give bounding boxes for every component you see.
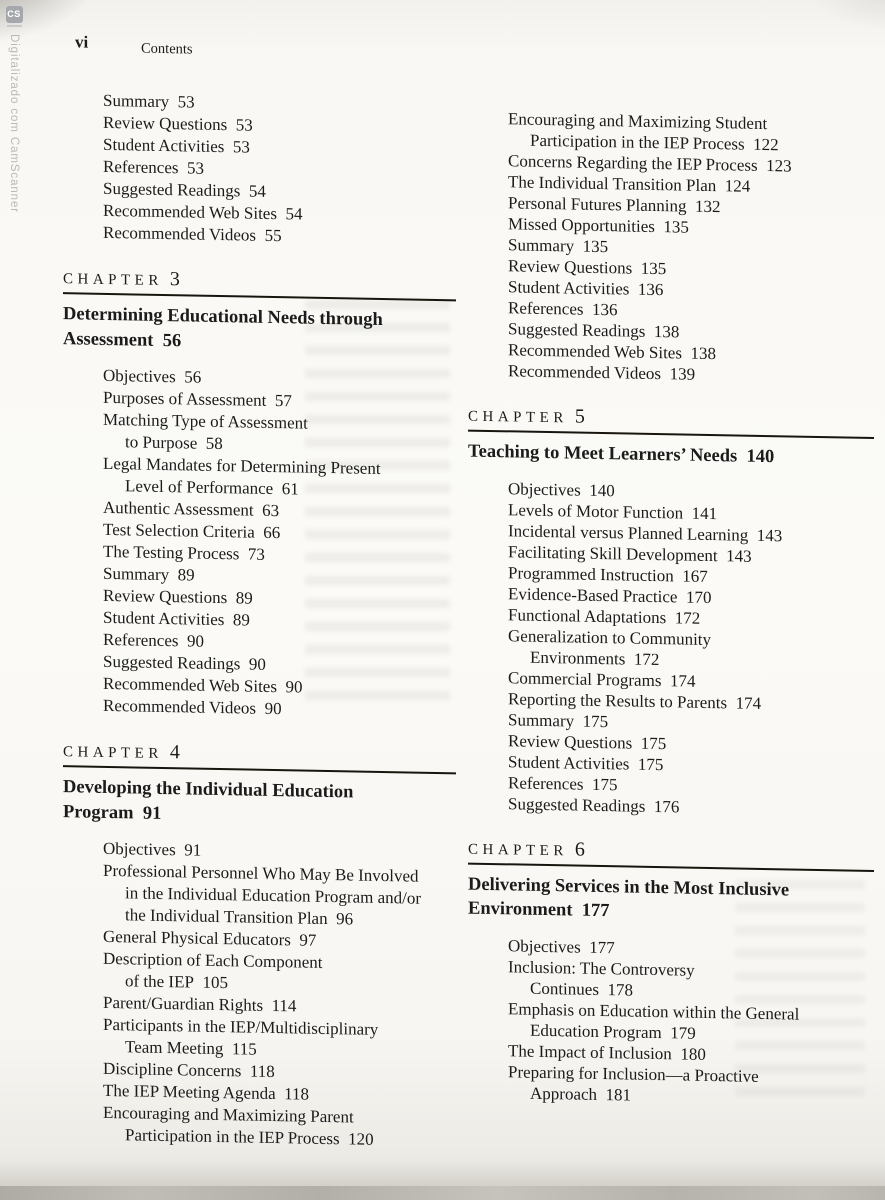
toc-entry-text: Purposes of Assessment	[103, 387, 267, 410]
chapter-number: 5	[574, 405, 585, 428]
toc-page-number: 175	[592, 774, 618, 794]
toc-entry-text: Participation in the IEP Process	[530, 130, 745, 154]
toc-page-number: 132	[695, 196, 721, 217]
toc-page-number: 178	[607, 979, 633, 1000]
chapter-title-text: Environment	[468, 898, 573, 921]
toc-entry-text: References	[508, 298, 584, 319]
toc-entry-group	[63, 89, 456, 250]
chapter-title-line	[468, 440, 874, 472]
toc-page-number: 90	[248, 654, 266, 674]
toc-entry-text: References	[103, 629, 179, 651]
toc-page-number: 53	[235, 115, 253, 135]
toc-entry	[508, 108, 874, 157]
toc-page-number: 90	[264, 698, 282, 719]
chapter-heading	[63, 266, 456, 301]
toc-page-number: 73	[247, 544, 265, 564]
toc-entry	[103, 948, 456, 998]
toc-page-number: 180	[680, 1043, 706, 1064]
toc-entry-text: Summary	[103, 563, 170, 585]
toc-entry-text: Discipline Concerns	[103, 1058, 242, 1081]
toc-entry-text: Objectives	[103, 838, 176, 860]
toc-page-number: 174	[669, 670, 696, 691]
toc-entry-group	[468, 108, 874, 388]
toc-page-number: 66	[263, 522, 281, 543]
chapter-title-text: Developing the Individual Education	[63, 777, 354, 803]
toc-page-number: 175	[640, 733, 667, 753]
toc-entry-text: Evidence-Based Practice	[508, 583, 678, 606]
toc-entry-text: Concerns Regarding the IEP Process	[508, 151, 758, 175]
toc-page-number: 58	[205, 433, 223, 454]
toc-entry-text: Professional Personnel Who May Be Involved	[103, 860, 419, 886]
toc-page-number: 61	[281, 479, 299, 499]
toc-entry-text: Objectives	[508, 935, 581, 957]
toc-page-number: 174	[735, 692, 762, 713]
toc-entry-text: Missed Opportunities	[508, 214, 655, 237]
toc-entry-text: Personal Futures Planning	[508, 193, 687, 216]
toc-entry-text: The IEP Meeting Agenda	[103, 1080, 276, 1104]
toc-page-number: 90	[187, 631, 205, 651]
toc-page-number: 141	[691, 503, 718, 523]
toc-page-number: 53	[187, 158, 205, 178]
toc-entry-text: Reporting the Results to Parents	[508, 688, 728, 712]
toc-page-number: 170	[685, 587, 712, 607]
toc-entry-text: the Individual Transition Plan	[125, 905, 328, 929]
toc-entry-text: Encouraging and Maximizing Student	[508, 109, 768, 134]
toc-entry-text: Recommended Web Sites	[103, 673, 277, 697]
toc-entry-text: Recommended Web Sites	[103, 200, 277, 224]
chapter-section	[468, 404, 874, 821]
chapter-number: 3	[169, 268, 180, 291]
toc-entry-text: Review Questions	[508, 256, 633, 278]
toc-entry-group	[468, 477, 874, 820]
toc-entry-text: Recommended Videos	[103, 222, 257, 245]
toc-entry-text: to Purpose	[125, 432, 198, 453]
chapter-title	[63, 302, 456, 358]
toc-page-number: 179	[670, 1022, 696, 1043]
chapter-label: CHAPTER	[63, 744, 163, 762]
toc-entry-text: Recommended Web Sites	[508, 340, 682, 363]
watermark-text: Digitalizado com CamScanner	[8, 34, 20, 213]
chapter-heading	[468, 404, 874, 439]
chapter-title-text: Determining Educational Needs through	[63, 304, 383, 331]
toc-page-number: 139	[669, 364, 696, 384]
toc-entry-text: The Testing Process	[103, 541, 240, 564]
toc-page-number: 53	[232, 137, 250, 157]
toc-entry-group	[63, 837, 456, 1152]
toc-page-number: 89	[232, 610, 250, 630]
chapter-page-number: 91	[142, 803, 162, 824]
toc-entry-text: in the Individual Education Program and/or	[125, 883, 422, 908]
toc-page-number: 138	[690, 343, 716, 364]
toc-entry-text: Suggested Readings	[508, 319, 646, 341]
chapter-title-text: Program	[63, 801, 134, 823]
chapter-label: CHAPTER	[468, 841, 568, 859]
toc-page-number: 118	[249, 1061, 275, 1082]
toc-entry-text: Summary	[508, 709, 575, 731]
toc-entry-text: Objectives	[103, 365, 176, 387]
toc-entry-text: Student Activities	[508, 277, 630, 299]
toc-page-number: 140	[589, 480, 615, 500]
toc-page-number: 54	[248, 181, 266, 201]
toc-entry-text: Review Questions	[103, 112, 228, 135]
toc-entry-text: Summary	[508, 235, 575, 256]
page-number: vi	[75, 32, 89, 52]
chapter-title-text: Teaching to Meet Learners’ Needs	[468, 441, 738, 467]
toc-page-number: 114	[271, 995, 297, 1016]
toc-page-number: 123	[766, 156, 792, 176]
chapter-page-number: 140	[746, 446, 775, 468]
toc-entry-text: Generalization to Community	[508, 625, 712, 649]
toc-page-number: 57	[274, 391, 292, 411]
toc-entry-text: Level of Performance	[125, 476, 274, 499]
toc-entry-text: Education Program	[530, 1020, 662, 1042]
toc-entry-text: References	[508, 772, 584, 794]
toc-entry-text: Emphasis on Education within the General	[508, 998, 800, 1024]
chapter-section	[63, 739, 456, 1152]
toc-entry	[103, 409, 456, 459]
toc-entry-text: The Impact of Inclusion	[508, 1040, 672, 1063]
toc-entry-text: Continues	[530, 978, 599, 999]
toc-page-number: 97	[299, 930, 317, 950]
toc-page-number: 135	[640, 258, 667, 279]
toc-page-number: 54	[285, 204, 303, 224]
toc-entry	[508, 956, 874, 1005]
chapter-page-number: 177	[581, 900, 610, 922]
toc-page-number: 136	[592, 299, 618, 320]
chapter-label: CHAPTER	[63, 271, 163, 289]
toc-entry-text: Encouraging and Maximizing Parent	[103, 1102, 354, 1127]
toc-entry-text: Suggested Readings	[103, 651, 241, 674]
toc-entry-text: Authentic Assessment	[103, 497, 254, 520]
toc-entry-text: References	[103, 156, 179, 178]
toc-entry	[508, 1061, 874, 1110]
toc-entry	[103, 1014, 456, 1064]
chapter-title	[63, 775, 456, 831]
toc-page-number: 122	[753, 134, 779, 155]
running-head: Contents	[141, 40, 193, 58]
toc-page-number: 53	[177, 92, 195, 112]
toc-entry-text: Objectives	[508, 478, 581, 500]
toc-entry-text: Suggested Readings	[508, 793, 646, 816]
toc-page-number: 56	[184, 367, 202, 387]
toc-entry	[103, 860, 456, 932]
toc-page-number: 135	[582, 236, 609, 257]
toc-page-number: 138	[653, 321, 680, 342]
scan-edge-band	[0, 1186, 885, 1200]
scan-edge-fade	[0, 1162, 885, 1186]
chapter-section	[468, 836, 874, 1109]
toc-page-number: 118	[284, 1084, 310, 1104]
toc-entry-text: Facilitating Skill Development	[508, 541, 718, 565]
toc-entry-text: Recommended Videos	[103, 695, 257, 718]
chapter-heading	[468, 836, 874, 871]
toc-page-number: 91	[184, 840, 202, 860]
toc-entry-text: Functional Adaptations	[508, 604, 667, 627]
toc-entry-text: Review Questions	[508, 730, 633, 753]
toc-entry-text: Matching Type of Assessment	[103, 409, 308, 433]
chapter-heading	[63, 739, 456, 774]
toc-column-left	[63, 89, 456, 1152]
toc-entry-text: Preparing for Inclusion—a Proactive	[508, 1061, 759, 1086]
toc-entry-text: Description of Each Component	[103, 948, 323, 972]
toc-column-right	[468, 108, 874, 1110]
toc-entry-text: Student Activities	[508, 751, 630, 774]
toc-entry-text: of the IEP	[125, 971, 194, 992]
chapter-label: CHAPTER	[468, 408, 568, 427]
toc-entry-text: Summary	[103, 90, 170, 112]
toc-entry-text: Commercial Programs	[508, 667, 662, 690]
toc-entry-text: Parent/Guardian Rights	[103, 992, 264, 1015]
chapter-title-text: Assessment	[63, 328, 154, 351]
camscanner-logo-icon: CS	[6, 6, 23, 23]
chapter-page-number: 56	[162, 330, 182, 351]
toc-page-number: 181	[605, 1084, 632, 1105]
toc-page-number: 172	[674, 607, 701, 628]
toc-page-number: 175	[637, 754, 664, 774]
toc-page-number: 55	[264, 225, 282, 246]
toc-entry-text: Participation in the IEP Process	[125, 1125, 340, 1149]
toc-page-number: 167	[682, 566, 708, 586]
toc-entry-text: Recommended Videos	[508, 361, 662, 384]
toc-entry-text: Participants in the IEP/Multidisciplinary	[103, 1014, 379, 1039]
toc-page-number: 89	[235, 588, 253, 608]
toc-page-number: 63	[262, 500, 280, 521]
toc-entry-text: General Physical Educators	[103, 926, 291, 950]
toc-entry-group	[468, 934, 874, 1109]
toc-entry-text: Programmed Instruction	[508, 562, 674, 585]
toc-page-number: 136	[637, 279, 664, 300]
toc-page-number: 143	[726, 545, 752, 566]
toc-entry-text: Student Activities	[103, 134, 225, 157]
toc-entry-text: Inclusion: The Controversy	[508, 956, 695, 980]
toc-page-number: 135	[663, 217, 689, 237]
toc-page-number: 105	[202, 972, 228, 993]
toc-page-number: 96	[336, 909, 354, 929]
chapter-title-text: Delivering Services in the Most Inclusive	[468, 874, 790, 900]
toc-entry-text: Test Selection Criteria	[103, 519, 255, 542]
toc-page-number: 143	[756, 525, 783, 545]
toc-entry-text: Approach	[530, 1083, 598, 1104]
chapter-section	[63, 266, 456, 723]
chapter-title	[468, 872, 874, 928]
toc-entry-group	[63, 364, 456, 723]
toc-entry-text: Incidental versus Planned Learning	[508, 520, 749, 545]
toc-page-number: 90	[285, 677, 303, 697]
chapter-title	[468, 440, 874, 472]
toc-entry	[103, 1102, 456, 1152]
toc-page-number: 172	[633, 649, 660, 669]
toc-entry-text: Review Questions	[103, 585, 228, 608]
toc-entry-text: Environments	[530, 647, 626, 668]
toc-entry-text: Student Activities	[103, 607, 225, 630]
toc-page-number: 89	[177, 565, 195, 585]
toc-page-number: 175	[582, 711, 609, 731]
toc-entry	[103, 453, 456, 503]
toc-entry-text: Levels of Motor Function	[508, 499, 684, 523]
chapter-number: 6	[574, 838, 585, 861]
chapter-number: 4	[169, 741, 180, 764]
toc-entry	[508, 998, 874, 1047]
toc-entry-text: Legal Mandates for Determining Present	[103, 453, 381, 478]
toc-page-number: 176	[653, 796, 680, 816]
toc-entry	[508, 625, 874, 674]
toc-entry-text: The Individual Transition Plan	[508, 172, 717, 196]
toc-page-number: 115	[231, 1039, 257, 1059]
toc-entry-text: Team Meeting	[125, 1037, 224, 1059]
toc-page-number: 120	[348, 1129, 374, 1149]
toc-entry-text: Suggested Readings	[103, 178, 241, 201]
toc-page-number: 177	[589, 937, 615, 957]
toc-page-number: 124	[724, 176, 751, 196]
